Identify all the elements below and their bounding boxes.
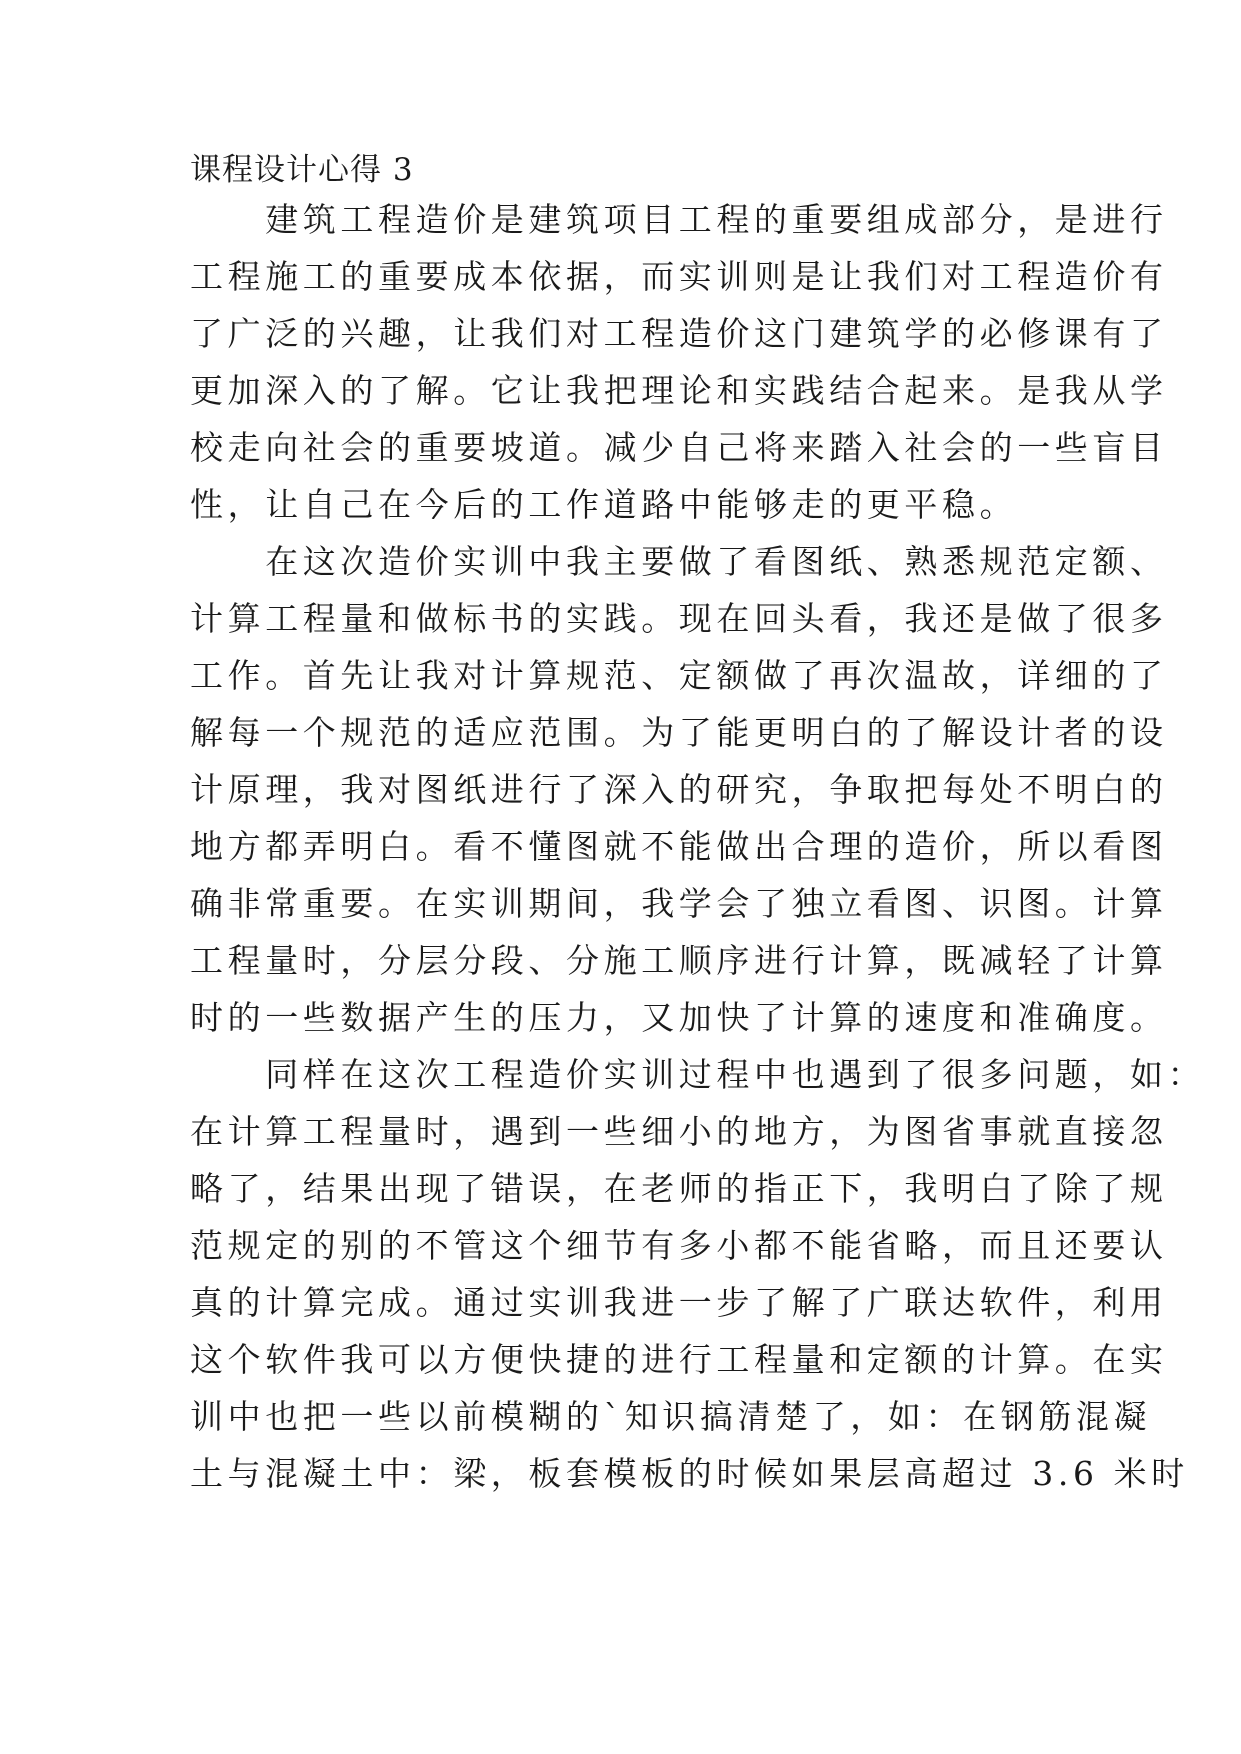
text-line: 计原理，我对图纸进行了深入的研究，争取把每处不明白的 — [190, 770, 1168, 809]
text-line: 工作。首先让我对计算规范、定额做了再次温故，详细的了 — [190, 656, 1168, 695]
text-line: 了广泛的兴趣，让我们对工程造价这门建筑学的必修课有了 — [190, 314, 1168, 353]
text-line: 性，让自己在今后的工作道路中能够走的更平稳。 — [190, 485, 1018, 524]
text-line: 确非常重要。在实训期间，我学会了独立看图、识图。计算 — [190, 884, 1168, 923]
text-line: 范规定的别的不管这个细节有多小都不能省略，而且还要认 — [190, 1226, 1168, 1265]
document-title: 课程设计心得 3 — [190, 152, 414, 188]
text-line: 更加深入的了解。它让我把理论和实践结合起来。是我从学 — [190, 371, 1168, 410]
text-line: 计算工程量和做标书的实践。现在回头看，我还是做了很多 — [190, 599, 1168, 638]
text-line: 这个软件我可以方便快捷的进行工程量和定额的计算。在实 — [190, 1340, 1168, 1379]
text-line: 在这次造价实训中我主要做了看图纸、熟悉规范定额、 — [190, 542, 1168, 581]
text-line: 略了，结果出现了错误，在老师的指正下，我明白了除了规 — [190, 1169, 1168, 1208]
text-line: 训中也把一些以前模糊的`知识搞清楚了，如：在钢筋混凝 — [190, 1397, 1152, 1436]
text-line: 地方都弄明白。看不懂图就不能做出合理的造价，所以看图 — [190, 827, 1168, 866]
text-line: 建筑工程造价是建筑项目工程的重要组成部分，是进行 — [190, 200, 1168, 239]
text-line: 时的一些数据产生的压力，又加快了计算的速度和准确度。 — [190, 998, 1168, 1037]
text-line: 在计算工程量时，遇到一些细小的地方，为图省事就直接忽 — [190, 1112, 1168, 1151]
text-line: 工程量时，分层分段、分施工顺序进行计算，既减轻了计算 — [190, 941, 1168, 980]
text-line: 土与混凝土中：梁，板套模板的时候如果层高超过 3.6 米时 — [190, 1454, 1189, 1493]
text-line: 同样在这次工程造价实训过程中也遇到了很多问题，如： — [190, 1055, 1206, 1094]
text-line: 校走向社会的重要坡道。减少自己将来踏入社会的一些盲目 — [190, 428, 1168, 467]
text-line: 解每一个规范的适应范围。为了能更明白的了解设计者的设 — [190, 713, 1168, 752]
text-line: 工程施工的重要成本依据，而实训则是让我们对工程造价有 — [190, 257, 1168, 296]
text-line: 真的计算完成。通过实训我进一步了解了广联达软件，利用 — [190, 1283, 1168, 1322]
